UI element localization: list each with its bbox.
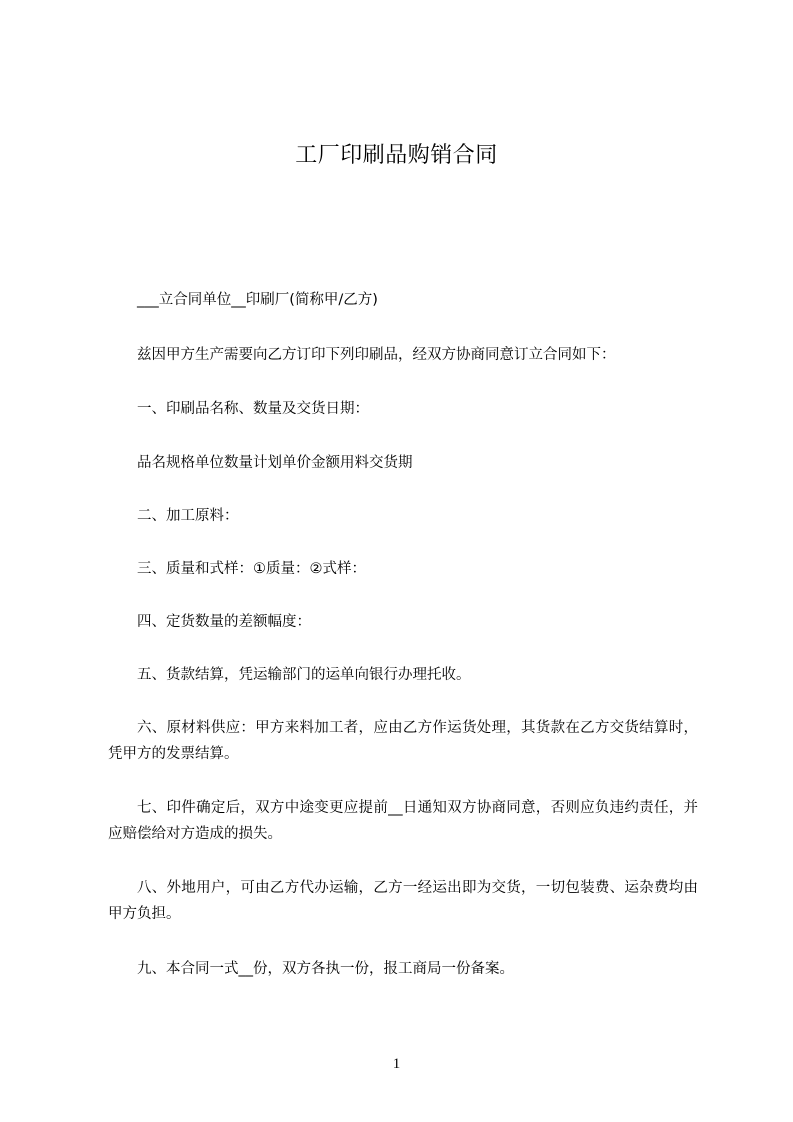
paragraph-table-header: 品名规格单位数量计划单价金额用料交货期 <box>137 455 413 471</box>
paragraph-clause-3: 三、质量和式样：①质量：②式样： <box>137 561 366 577</box>
paragraph-clause-6: 六、原材料供应：甲方来料加工者，应由乙方作运货处理，其货款在乙方交货结算时，凭甲方的发票结算。 <box>108 720 698 762</box>
paragraph-clause-8: 八、外地用户，可由乙方代办运输，乙方一经运出即为交货，一切包装费、运杂费均由甲方负担。 <box>108 880 698 922</box>
paragraph-preamble: 兹因甲方生产需要向乙方订印下列印刷品，经双方协商同意订立合同如下： <box>137 347 616 363</box>
page-number: 1 <box>392 1056 401 1072</box>
paragraph-clause-2: 二、加工原料： <box>137 508 239 524</box>
paragraph-clause-5: 五、货款结算，凭运输部门的运单向银行办理托收。 <box>137 667 471 683</box>
paragraph-clause-1: 一、印刷品名称、数量及交货日期： <box>137 401 369 417</box>
paragraph-parties: ___立合同单位__印刷厂(简称甲/乙方) <box>137 292 378 308</box>
paragraph-clause-4: 四、定货数量的差额幅度： <box>137 614 311 630</box>
paragraph-clause-7: 七、印件确定后，双方中途变更应提前__日通知双方协商同意，否则应负违约责任，并应赔偿给对方造成的损失。 <box>108 800 698 842</box>
document-title: 工厂印刷品购销合同 <box>295 143 498 168</box>
paragraph-clause-9: 九、本合同一式__份，双方各执一份，报工商局一份备案。 <box>137 961 514 977</box>
